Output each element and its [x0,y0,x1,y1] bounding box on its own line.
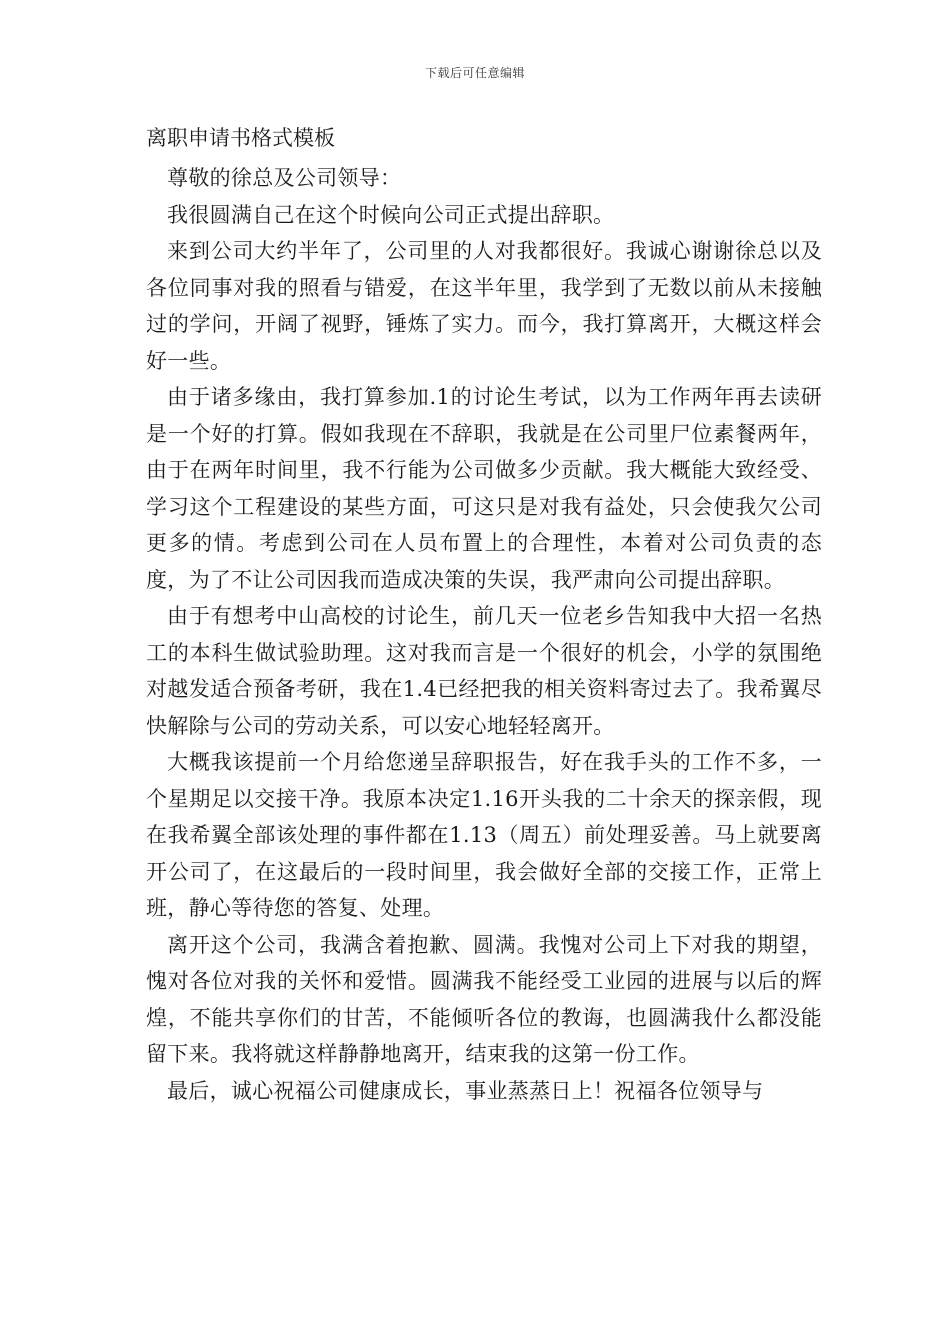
document-body [146,120,822,1109]
paragraph-4: 由于有想考中山高校的讨论生，前几天一位老乡告知我中大招一名热工的本科生做试验助理。这对我而言是一个很好的机会，小学的氛围绝对越发适合预备考研，我在1.4已经把我的相关资料寄过去了。我希翼尽快解除与公司的劳动关系，可以安心地轻轻离开。 [146,604,822,738]
paragraph-3: 由于诸多缘由，我打算参加.1的讨论生考试，以为工作两年再去读研是一个好的打算。假如我现在不辞职，我就是在公司里尸位素餐两年，由于在两年时间里，我不行能为公司做多少贡献。我大概能大致经受、学习这个工程建设的某些方面，可这只是对我有益处，只会使我欠公司更多的情。考虑到公司在人员布置上的合理性，本着对公司负责的态度，为了不让公司因我而造成决策的失误，我严肃向公司提出辞职。 [146,385,822,592]
paragraph-6: 离开这个公司，我满含着抱歉、圆满。我愧对公司上下对我的期望，愧对各位对我的关怀和爱惜。圆满我不能经受工业园的进展与以后的辉煌，不能共享你们的甘苦，不能倾听各位的教诲，也圆满我什么都没能留下来。我将就这样静静地离开，结束我的这第一份工作。 [146,932,822,1066]
salutation: 尊敬的徐总及公司领导： [167,166,402,190]
document-title: 离职申请书格式模板 [146,126,335,150]
paragraph-7: 最后，诚心祝福公司健康成长，事业蒸蒸日上！祝福各位领导与 [167,1078,764,1103]
paragraph-2: 来到公司大约半年了，公司里的人对我都很好。我诚心谢谢徐总以及各位同事对我的照看与错爱，在这半年里，我学到了无数以前从未接触过的学问，开阔了视野，锤炼了实力。而今，我打算离开，大概这样会好一些。 [146,239,822,373]
page-header: 下载后可任意编辑 [424,66,525,80]
paragraph-1: 我很圆满自己在这个时候向公司正式提出辞职。 [167,202,615,227]
paragraph-5: 大概我该提前一个月给您递呈辞职报告，好在我手头的工作不多，一个星期足以交接干净。我原本决定1.16开头我的二十余天的探亲假，现在我希翼全部该处理的事件都在1.13（周五）前处理妥善。马上就要离开公司了，在这最后的一段时间里，我会做好全部的交接工作，正常上班，静心等待您的答复、处理。 [146,750,822,920]
